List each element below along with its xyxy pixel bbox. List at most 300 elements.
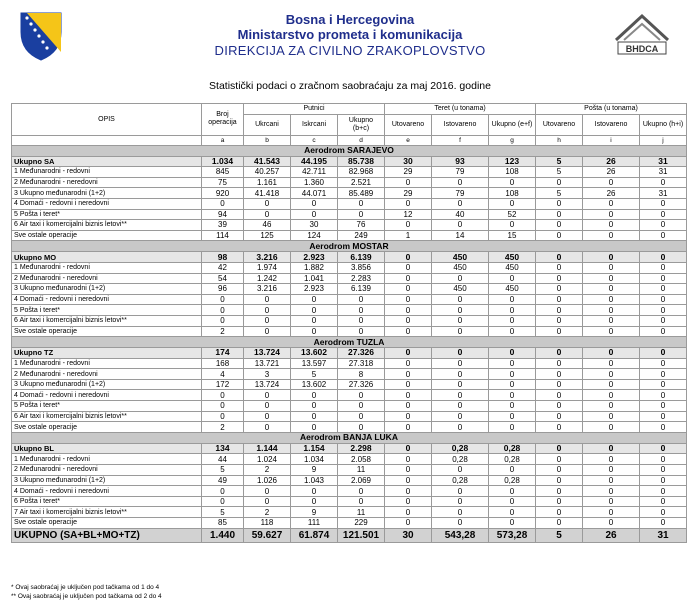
row-value: 0: [489, 177, 536, 188]
row-value: 44.071: [291, 188, 338, 199]
row-value: 1.041: [291, 273, 338, 284]
row-label: 2 Međunarodni - neredovni: [12, 273, 202, 284]
row-value: 0: [244, 422, 291, 433]
row-value: 0: [489, 198, 536, 209]
row-value: 40.257: [244, 167, 291, 178]
row-value: 1.043: [291, 475, 338, 486]
header-subcolumn: Utovareno: [385, 114, 432, 135]
row-label: 5 Pošta i teret*: [12, 209, 202, 220]
table-row: [12, 262, 687, 273]
row-value: 0: [244, 294, 291, 305]
row-value: 0: [489, 348, 536, 359]
header-subcolumn: Ukupno (b+c): [338, 114, 385, 135]
row-value: 54: [202, 273, 244, 284]
row-value: 0: [640, 507, 687, 518]
row-value: 0: [489, 507, 536, 518]
row-value: 0: [536, 315, 583, 326]
row-value: 0: [432, 390, 489, 401]
row-value: 0: [291, 401, 338, 412]
row-value: 1.360: [291, 177, 338, 188]
row-value: 11: [338, 507, 385, 518]
header-letter: i: [583, 135, 640, 145]
row-value: 0: [536, 401, 583, 412]
row-value: 0: [385, 305, 432, 316]
row-value: 0: [536, 390, 583, 401]
header-letter: h: [536, 135, 583, 145]
row-value: 0: [489, 220, 536, 231]
row-value: 0: [338, 422, 385, 433]
row-value: 0: [536, 198, 583, 209]
row-value: 0: [385, 390, 432, 401]
row-label: 4 Domaći - redovni i neredovni: [12, 486, 202, 497]
row-value: 0: [583, 252, 640, 263]
row-label: 1 Međunarodni - redovni: [12, 358, 202, 369]
row-value: 134: [202, 443, 244, 454]
row-value: 0: [489, 315, 536, 326]
header-posta: Pošta (u tonama): [536, 104, 687, 115]
row-value: 0: [202, 198, 244, 209]
row-value: 0: [536, 252, 583, 263]
row-value: 3.216: [244, 252, 291, 263]
row-value: 31: [640, 188, 687, 199]
table-row: [12, 422, 687, 433]
row-value: 0: [244, 198, 291, 209]
row-value: 42.711: [291, 167, 338, 178]
row-value: 42: [202, 262, 244, 273]
row-value: 0: [432, 305, 489, 316]
airport-title: Aerodrom BANJA LUKA: [12, 432, 687, 443]
row-value: 0: [583, 262, 640, 273]
row-value: 0: [489, 273, 536, 284]
row-value: 26: [583, 167, 640, 178]
row-value: 0,28: [489, 454, 536, 465]
row-value: 0: [536, 454, 583, 465]
header-letter: f: [432, 135, 489, 145]
row-value: 0: [338, 486, 385, 497]
header-subcolumn: Ukupno (e+f): [489, 114, 536, 135]
airport-title: Aerodrom TUZLA: [12, 337, 687, 348]
row-value: 0: [640, 465, 687, 476]
row-value: 0: [640, 518, 687, 529]
row-value: 41.543: [244, 156, 291, 167]
row-label: 1 Međunarodni - redovni: [12, 262, 202, 273]
row-value: 5: [536, 188, 583, 199]
row-value: 1.161: [244, 177, 291, 188]
row-value: 6.139: [338, 284, 385, 295]
header-letter: e: [385, 135, 432, 145]
row-value: 0: [432, 294, 489, 305]
row-value: 6.139: [338, 252, 385, 263]
row-value: 0: [244, 486, 291, 497]
row-value: 1.154: [291, 443, 338, 454]
row-value: 0: [338, 198, 385, 209]
row-value: 0: [640, 443, 687, 454]
row-value: 0: [489, 379, 536, 390]
row-value: 0: [536, 220, 583, 231]
row-value: 0: [583, 220, 640, 231]
row-value: 3.216: [244, 284, 291, 295]
row-value: 543,28: [432, 528, 489, 542]
table-row: [12, 230, 687, 241]
table-row: [12, 496, 687, 507]
row-value: 0: [583, 294, 640, 305]
row-value: 5: [202, 507, 244, 518]
row-value: 0: [640, 348, 687, 359]
row-value: 450: [432, 262, 489, 273]
header-teret: Teret (u tonama): [385, 104, 536, 115]
row-value: 1.974: [244, 262, 291, 273]
row-value: 0: [291, 209, 338, 220]
row-value: 0: [244, 411, 291, 422]
table-row: [12, 177, 687, 188]
row-value: 0: [338, 401, 385, 412]
row-value: 85.738: [338, 156, 385, 167]
row-value: 0: [202, 486, 244, 497]
row-value: 121.501: [338, 528, 385, 542]
row-value: 0,28: [489, 443, 536, 454]
table-row: [12, 454, 687, 465]
row-value: 573,28: [489, 528, 536, 542]
row-value: 0: [385, 284, 432, 295]
row-value: 44: [202, 454, 244, 465]
row-value: 39: [202, 220, 244, 231]
row-value: 13.721: [244, 358, 291, 369]
row-label: 4 Domaći - redovni i neredovni: [12, 390, 202, 401]
row-value: 0: [536, 177, 583, 188]
row-label: 2 Međunarodni - neredovni: [12, 177, 202, 188]
row-value: 0: [385, 379, 432, 390]
row-value: 5: [536, 528, 583, 542]
table-body: [12, 145, 687, 542]
airport-total-row: [12, 348, 687, 359]
row-value: 0: [489, 422, 536, 433]
row-label: 2 Međunarodni - neredovni: [12, 369, 202, 380]
row-value: 920: [202, 188, 244, 199]
row-value: 0: [640, 326, 687, 337]
row-value: 1.242: [244, 273, 291, 284]
row-label: 6 Air taxi i komercijalni biznis letovi**: [12, 315, 202, 326]
row-value: 0: [338, 209, 385, 220]
row-value: 0: [536, 326, 583, 337]
row-value: 450: [432, 284, 489, 295]
table-row: [12, 507, 687, 518]
row-value: 1.882: [291, 262, 338, 273]
table-row: [12, 294, 687, 305]
header-opis: OPIS: [12, 104, 202, 136]
row-value: 29: [385, 167, 432, 178]
row-value: 0: [385, 273, 432, 284]
row-value: 0: [385, 401, 432, 412]
row-value: 0: [338, 294, 385, 305]
row-label: UKUPNO (SA+BL+MO+TZ): [12, 528, 202, 542]
table-row: [12, 518, 687, 529]
row-value: 0: [583, 273, 640, 284]
row-value: 49: [202, 475, 244, 486]
row-value: 0: [640, 230, 687, 241]
row-value: 0: [536, 486, 583, 497]
row-value: 1.144: [244, 443, 291, 454]
row-value: 0: [291, 198, 338, 209]
row-label: Sve ostale operacije: [12, 230, 202, 241]
row-value: 249: [338, 230, 385, 241]
row-value: 0: [385, 475, 432, 486]
row-value: 0: [536, 262, 583, 273]
row-value: 0: [385, 262, 432, 273]
row-label: Ukupno MO: [12, 252, 202, 263]
row-value: 5: [536, 156, 583, 167]
header-country: Bosna i Hercegovina: [285, 12, 415, 27]
row-value: 108: [489, 188, 536, 199]
row-value: 31: [640, 156, 687, 167]
row-value: 2: [202, 326, 244, 337]
row-value: 2.298: [338, 443, 385, 454]
header-letter: g: [489, 135, 536, 145]
row-value: 9: [291, 507, 338, 518]
row-value: 0: [432, 422, 489, 433]
row-value: 0: [640, 209, 687, 220]
airport-section-header: [12, 337, 687, 348]
row-value: 0: [640, 220, 687, 231]
row-value: 0: [385, 454, 432, 465]
document-subtitle: Statistički podaci o zračnom saobraćaju za maj 2016. godine: [209, 80, 491, 92]
row-value: 0: [640, 177, 687, 188]
traffic-statistics-table: [11, 103, 687, 543]
row-value: 118: [244, 518, 291, 529]
row-label: Sve ostale operacije: [12, 326, 202, 337]
row-value: 0: [432, 379, 489, 390]
row-value: 30: [385, 156, 432, 167]
row-value: 0: [640, 454, 687, 465]
row-value: 0: [291, 411, 338, 422]
row-value: 94: [202, 209, 244, 220]
row-value: 0: [338, 315, 385, 326]
header-subcolumn: Iskrcani: [291, 114, 338, 135]
header-directorate: DIREKCIJA ZA CIVILNO ZRAKOPLOVSTVO: [214, 43, 486, 58]
row-value: 13.602: [291, 348, 338, 359]
row-value: 0,28: [432, 454, 489, 465]
row-value: 0: [202, 411, 244, 422]
row-value: 2: [244, 465, 291, 476]
row-value: 3.856: [338, 262, 385, 273]
row-value: 0: [583, 518, 640, 529]
row-value: 4: [202, 369, 244, 380]
row-value: 0: [385, 465, 432, 476]
table-header: [12, 104, 687, 146]
row-value: 0: [432, 198, 489, 209]
header-letter: j: [640, 135, 687, 145]
header-ministry: Ministarstvo prometa i komunikacija: [237, 27, 463, 42]
row-value: 0: [385, 411, 432, 422]
row-value: 8: [338, 369, 385, 380]
row-value: 31: [640, 167, 687, 178]
airport-section-header: [12, 432, 687, 443]
row-value: 168: [202, 358, 244, 369]
row-value: 5: [536, 167, 583, 178]
row-value: 0: [385, 348, 432, 359]
row-value: 0: [536, 369, 583, 380]
row-value: 2.521: [338, 177, 385, 188]
row-value: 2: [202, 422, 244, 433]
row-value: 0: [338, 411, 385, 422]
row-value: 13.724: [244, 348, 291, 359]
airport-title: Aerodrom SARAJEVO: [12, 145, 687, 156]
header-letter-blank: [12, 135, 202, 145]
row-value: 0: [489, 305, 536, 316]
header-subcolumn: Ukrcani: [244, 114, 291, 135]
row-value: 0: [640, 411, 687, 422]
row-value: 44.195: [291, 156, 338, 167]
footnotes: [11, 583, 162, 601]
row-value: 1.024: [244, 454, 291, 465]
row-value: 52: [489, 209, 536, 220]
row-value: 0: [432, 177, 489, 188]
row-value: 0: [640, 358, 687, 369]
row-value: 13.597: [291, 358, 338, 369]
row-value: 0: [291, 305, 338, 316]
row-value: 0: [583, 422, 640, 433]
row-value: 0: [640, 390, 687, 401]
row-value: 26: [583, 188, 640, 199]
row-value: 0: [338, 305, 385, 316]
row-value: 0: [536, 230, 583, 241]
row-value: 0: [489, 390, 536, 401]
row-value: 2.283: [338, 273, 385, 284]
row-value: 26: [583, 528, 640, 542]
row-value: 0: [432, 465, 489, 476]
table-row: [12, 486, 687, 497]
table-row: [12, 379, 687, 390]
row-value: 79: [432, 167, 489, 178]
row-label: Sve ostale operacije: [12, 518, 202, 529]
row-value: 85.489: [338, 188, 385, 199]
row-value: 12: [385, 209, 432, 220]
document-header: [0, 0, 700, 70]
row-label: Ukupno SA: [12, 156, 202, 167]
row-value: 61.874: [291, 528, 338, 542]
row-value: 41.418: [244, 188, 291, 199]
row-value: 30: [291, 220, 338, 231]
row-value: 0: [432, 518, 489, 529]
row-value: 0: [583, 443, 640, 454]
row-value: 76: [338, 220, 385, 231]
row-value: 0: [385, 294, 432, 305]
row-value: 0: [385, 315, 432, 326]
row-value: 229: [338, 518, 385, 529]
table-row: [12, 390, 687, 401]
row-value: 0: [583, 475, 640, 486]
row-value: 0: [640, 486, 687, 497]
row-value: 0: [536, 443, 583, 454]
row-label: Ukupno BL: [12, 443, 202, 454]
row-value: 0: [640, 401, 687, 412]
row-value: 125: [244, 230, 291, 241]
row-value: 0: [202, 401, 244, 412]
row-value: 46: [244, 220, 291, 231]
row-value: 450: [432, 252, 489, 263]
row-value: 0: [640, 475, 687, 486]
table-row: [12, 475, 687, 486]
row-value: 0: [385, 422, 432, 433]
row-value: 0: [583, 496, 640, 507]
header-row-letters: [12, 135, 687, 145]
row-value: 0: [489, 369, 536, 380]
row-value: 1: [385, 230, 432, 241]
row-value: 0: [536, 358, 583, 369]
row-value: 0: [536, 273, 583, 284]
row-value: 0: [202, 305, 244, 316]
row-value: 0: [583, 454, 640, 465]
row-label: Ukupno TZ: [12, 348, 202, 359]
row-value: 1.034: [202, 156, 244, 167]
table-row: [12, 305, 687, 316]
row-value: 123: [489, 156, 536, 167]
airport-total-row: [12, 252, 687, 263]
row-value: 9: [291, 465, 338, 476]
bhdca-logo-icon: [612, 10, 672, 62]
row-value: 0: [244, 390, 291, 401]
row-label: 6 Air taxi i komercijalni biznis letovi**: [12, 411, 202, 422]
row-value: 0: [489, 326, 536, 337]
row-value: 0: [338, 390, 385, 401]
row-value: 2.923: [291, 252, 338, 263]
row-value: 174: [202, 348, 244, 359]
row-value: 0: [432, 486, 489, 497]
footnote-1: * Ovaj saobraćaj je uključen pod tačkama od 1 do 4: [11, 584, 160, 591]
header-subcolumn: Istovareno: [432, 114, 489, 135]
table-row: [12, 358, 687, 369]
row-value: 13.602: [291, 379, 338, 390]
row-label: 2 Međunarodni - neredovni: [12, 465, 202, 476]
row-value: 0: [536, 305, 583, 316]
row-value: 0: [202, 315, 244, 326]
row-value: 59.627: [244, 528, 291, 542]
row-value: 0: [583, 198, 640, 209]
table-row: [12, 209, 687, 220]
bhdca-logo-text: BHDCA: [625, 44, 659, 54]
row-value: 0: [489, 411, 536, 422]
row-value: 0: [536, 411, 583, 422]
row-value: 0: [244, 326, 291, 337]
row-value: 0: [432, 348, 489, 359]
row-value: 30: [385, 528, 432, 542]
header-putnici: Putnici: [244, 104, 385, 115]
header-row-groups: [12, 104, 687, 115]
row-label: 6 Air taxi i komercijalni biznis letovi**: [12, 220, 202, 231]
row-value: 0: [432, 401, 489, 412]
row-value: 0: [640, 198, 687, 209]
row-value: 0: [583, 305, 640, 316]
row-value: 0: [640, 294, 687, 305]
table-row: [12, 401, 687, 412]
row-label: Sve ostale operacije: [12, 422, 202, 433]
row-value: 1.026: [244, 475, 291, 486]
footnote-2: ** Ovaj saobraćaj je uključen pod tačkama od 2 do 4: [11, 593, 162, 600]
row-label: 3 Ukupno međunarodni (1+2): [12, 284, 202, 295]
row-value: 0: [432, 315, 489, 326]
table-row: [12, 465, 687, 476]
row-value: 0: [385, 486, 432, 497]
row-label: 6 Pošta i teret*: [12, 496, 202, 507]
table-row: [12, 326, 687, 337]
row-value: 2.069: [338, 475, 385, 486]
row-value: 0: [385, 507, 432, 518]
row-label: 4 Domaći - redovni i neredovni: [12, 294, 202, 305]
row-label: 3 Ukupno međunarodni (1+2): [12, 475, 202, 486]
row-value: 0: [338, 496, 385, 507]
row-label: 7 Air taxi i komercijalni biznis letovi**: [12, 507, 202, 518]
row-value: 0: [536, 518, 583, 529]
row-value: 0: [291, 422, 338, 433]
